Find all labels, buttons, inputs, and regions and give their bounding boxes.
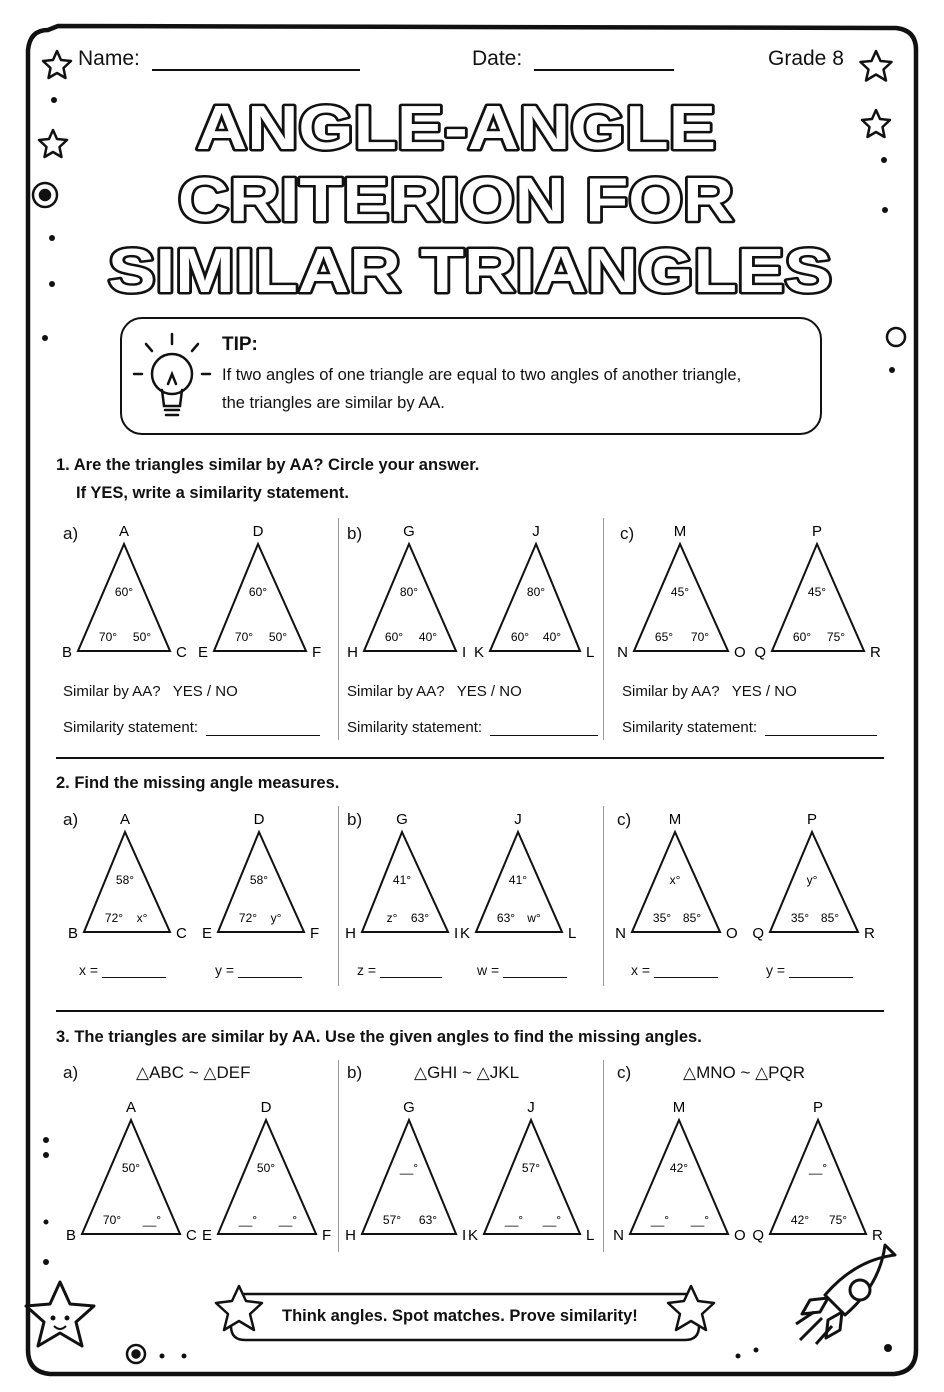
q1-0-t1-angle-label: 50° xyxy=(132,630,152,644)
q2-0-t2-angle-label: y° xyxy=(270,911,282,925)
q3-0-t2-vertex-label: F xyxy=(322,1227,332,1244)
tip-line-1: If two angles of one triangle are equal to two angles of another triangle, xyxy=(222,366,742,384)
q3c-statement: △MNO ~ △PQR xyxy=(683,1063,806,1082)
q1-part-a-label: a) xyxy=(63,524,79,543)
q3-0-t2-vertex-label: E xyxy=(201,1227,212,1244)
q2-1-t1-angle-label: 41° xyxy=(392,873,412,887)
q3-1-t2-vertex-label: L xyxy=(586,1227,595,1244)
q2-2-t1-angle-label: 35° xyxy=(652,911,672,925)
q3-1-t1-vertex-label: H xyxy=(345,1227,356,1244)
q1-0-t2-angle-label: 60° xyxy=(248,585,268,599)
q2-2-t1-vertex-label: O xyxy=(726,925,738,942)
q1-subtitle: If YES, write a similarity statement. xyxy=(76,484,349,502)
q3-0-t1-angle-label: 50° xyxy=(121,1161,141,1175)
q1-0-t1-angle-label: 60° xyxy=(114,585,134,599)
q1c-statement-row xyxy=(622,719,877,736)
q1-2-t2-angle-label: 60° xyxy=(792,630,812,644)
yes-no-choice[interactable]: YES / NO xyxy=(456,683,522,700)
q2-2-t1-angle-label: 85° xyxy=(682,911,702,925)
tip-label: TIP: xyxy=(222,334,258,355)
statement-answer-line[interactable] xyxy=(206,721,320,736)
q2-1-t1-angle-label: 63° xyxy=(410,911,430,925)
q2b-answer-z: z = xyxy=(357,962,442,978)
q3-part-a-label: a) xyxy=(63,1063,79,1082)
footer-text: Think angles. Spot matches. Prove similarity! xyxy=(282,1307,638,1325)
q2-2-t1-vertex-label: N xyxy=(615,925,626,942)
q3-1-t1-angle-label: __° xyxy=(399,1161,419,1175)
q3-1-t1-vertex-label: I xyxy=(462,1227,467,1244)
q1a-similar-row xyxy=(63,683,238,700)
q2-2-t2-vertex-label: R xyxy=(864,925,875,942)
q3-2-t2-vertex-label: R xyxy=(872,1227,883,1244)
q1-2-t1-angle-label: 65° xyxy=(654,630,674,644)
q2-1-t1-angle-label: z° xyxy=(386,911,398,925)
q3a-statement: △ABC ~ △DEF xyxy=(136,1063,251,1082)
q1-2-t1-vertex-label: M xyxy=(673,523,687,540)
q1-1-t1-angle-label: 40° xyxy=(418,630,438,644)
q1-1-t2-vertex-label: J xyxy=(532,523,540,540)
q2-2-t2-vertex-label: P xyxy=(806,811,818,828)
similar-prompt: Similar by AA? xyxy=(63,683,161,700)
q3-2-t1-angle-label: __° xyxy=(690,1213,710,1227)
q3-2-t1-angle-label: __° xyxy=(650,1213,670,1227)
q2-2-t2-angle-label: 35° xyxy=(790,911,810,925)
q2-1-t2-vertex-label: J xyxy=(514,811,522,828)
yes-no-choice[interactable]: YES / NO xyxy=(172,683,238,700)
q2b-answer-w: w = xyxy=(477,962,567,978)
statement-label: Similarity statement: xyxy=(347,719,483,736)
q3-1-t1-angle-label: 57° xyxy=(382,1213,402,1227)
similar-prompt: Similar by AA? xyxy=(347,683,445,700)
q3-1-t2-angle-label: 57° xyxy=(521,1161,541,1175)
q2-0-t2-angle-label: 72° xyxy=(238,911,258,925)
q3-0-t2-vertex-label: D xyxy=(260,1099,272,1116)
q2-0-t2-angle-label: 58° xyxy=(249,873,269,887)
statement-answer-line[interactable] xyxy=(765,721,877,736)
q1a-statement-row xyxy=(63,719,320,736)
q1-part-c-label: c) xyxy=(620,524,635,543)
q2-0-t2-vertex-label: D xyxy=(253,811,265,828)
divider xyxy=(338,1060,339,1252)
q1-0-t1-angle-label: 70° xyxy=(98,630,118,644)
q2-0-t1-vertex-label: C xyxy=(176,925,187,942)
q1-1-t2-angle-label: 60° xyxy=(510,630,530,644)
q1-1-t2-angle-label: 80° xyxy=(526,585,546,599)
q2c-answer-x: x = xyxy=(631,962,718,978)
q2-1-t2-vertex-label: K xyxy=(459,925,470,942)
divider xyxy=(338,806,339,986)
q3-0-t1-triangle xyxy=(82,1120,180,1234)
q2-1-t2-angle-label: 63° xyxy=(496,911,516,925)
q1-1-t2-vertex-label: K xyxy=(473,644,484,661)
statement-label: Similarity statement: xyxy=(622,719,758,736)
date-label: Date: xyxy=(472,47,523,70)
q1-part-b-label: b) xyxy=(347,524,363,543)
q1-title: 1. Are the triangles similar by AA? Circle your answer. xyxy=(56,456,480,474)
q3-1-t1-triangle xyxy=(362,1120,456,1234)
q3-part-c-label: c) xyxy=(617,1063,632,1082)
q3-0-t2-angle-label: __° xyxy=(278,1213,298,1227)
q2-1-t1-vertex-label: H xyxy=(345,925,356,942)
q3-1-t2-vertex-label: K xyxy=(467,1227,478,1244)
q1-2-t1-angle-label: 70° xyxy=(690,630,710,644)
q2-0-t1-vertex-label: A xyxy=(119,811,131,828)
q3-0-t1-angle-label: __° xyxy=(142,1213,162,1227)
q2-1-t2-vertex-label: L xyxy=(568,925,577,942)
name-label: Name: xyxy=(78,47,140,70)
q1-1-t1-angle-label: 60° xyxy=(384,630,404,644)
q1-0-t1-vertex-label: C xyxy=(176,644,187,661)
q1-0-t2-vertex-label: D xyxy=(252,523,264,540)
q2-2-t1-angle-label: x° xyxy=(669,873,681,887)
q3-title: 3. The triangles are similar by AA. Use the given angles to find the missing angles. xyxy=(56,1028,702,1046)
q3-2-t1-vertex-label: O xyxy=(734,1227,746,1244)
q2a-answer-x: x = xyxy=(79,962,166,978)
section-rule xyxy=(56,1010,884,1012)
q2-0-t2-vertex-label: F xyxy=(310,925,320,942)
q1b-statement-row xyxy=(347,719,598,736)
answer-line[interactable] xyxy=(380,965,442,978)
statement-label: Similarity statement: xyxy=(63,719,199,736)
q1-2-t2-angle-label: 45° xyxy=(807,585,827,599)
q1-1-t1-vertex-label: H xyxy=(347,644,358,661)
q2-part-a-label: a) xyxy=(63,810,79,829)
q3b-statement: △GHI ~ △JKL xyxy=(414,1063,520,1082)
q3-1-t2-vertex-label: J xyxy=(527,1099,535,1116)
q3-2-t2-vertex-label: P xyxy=(812,1099,824,1116)
q1-1-t2-angle-label: 40° xyxy=(542,630,562,644)
q1-2-t2-vertex-label: Q xyxy=(754,644,766,661)
tip-line-2: the triangles are similar by AA. xyxy=(222,394,445,412)
q1-0-t2-vertex-label: E xyxy=(197,644,208,661)
q2-0-t2-vertex-label: E xyxy=(201,925,212,942)
q3-0-t1-vertex-label: B xyxy=(65,1227,76,1244)
q3-0-t2-angle-label: 50° xyxy=(256,1161,276,1175)
q2-2-t1-vertex-label: M xyxy=(668,811,682,828)
q3-2-t1-triangle xyxy=(630,1120,728,1234)
q3-0-t1-vertex-label: C xyxy=(186,1227,197,1244)
yes-no-choice[interactable]: YES / NO xyxy=(731,683,797,700)
title-line-1: ANGLE-ANGLE xyxy=(196,94,716,163)
answer-line[interactable] xyxy=(789,965,853,978)
q1-0-t1-vertex-label: A xyxy=(118,523,130,540)
q3-0-t2-angle-label: __° xyxy=(238,1213,258,1227)
answer-line[interactable] xyxy=(238,965,302,978)
q2-0-t1-angle-label: 58° xyxy=(115,873,135,887)
q1-2-t1-vertex-label: N xyxy=(617,644,628,661)
q1-0-t2-angle-label: 70° xyxy=(234,630,254,644)
answer-line[interactable] xyxy=(102,965,166,978)
q2-title: 2. Find the missing angle measures. xyxy=(56,774,340,792)
q2-2-t2-angle-label: y° xyxy=(806,873,818,887)
q2-1-t2-angle-label: 41° xyxy=(508,873,528,887)
q3-2-t2-triangle xyxy=(770,1120,866,1234)
q2-0-t1-vertex-label: B xyxy=(67,925,78,942)
q1b-similar-row xyxy=(347,683,522,700)
q3-2-t2-angle-label: __° xyxy=(808,1161,828,1175)
grade-label: Grade 8 xyxy=(768,47,844,70)
q3-1-t2-angle-label: __° xyxy=(542,1213,562,1227)
title-line-2: CRITERION FOR xyxy=(178,166,734,235)
q1-0-t2-angle-label: 50° xyxy=(268,630,288,644)
q2-0-t1-angle-label: 72° xyxy=(104,911,124,925)
q3-2-t1-vertex-label: N xyxy=(613,1227,624,1244)
q1-2-t2-vertex-label: R xyxy=(870,644,881,661)
q3-0-t1-angle-label: 70° xyxy=(102,1213,122,1227)
q2-part-c-label: c) xyxy=(617,810,632,829)
divider xyxy=(603,806,604,986)
q3-2-t1-angle-label: 42° xyxy=(669,1161,689,1175)
q1-0-t2-vertex-label: F xyxy=(312,644,322,661)
q1-1-t1-angle-label: 80° xyxy=(399,585,419,599)
q1-2-t1-vertex-label: O xyxy=(734,644,746,661)
q3-0-t1-vertex-label: A xyxy=(125,1099,137,1116)
q2-2-t2-angle-label: 85° xyxy=(820,911,840,925)
answer-line[interactable] xyxy=(503,965,567,978)
q2-2-t2-vertex-label: Q xyxy=(752,925,764,942)
q1-0-t1-vertex-label: B xyxy=(61,644,72,661)
q3-2-t2-vertex-label: Q xyxy=(752,1227,764,1244)
q3-1-t2-triangle xyxy=(484,1120,580,1234)
answer-line[interactable] xyxy=(654,965,718,978)
q1c-similar-row xyxy=(622,683,797,700)
q2-part-b-label: b) xyxy=(347,810,363,829)
q1-2-t2-vertex-label: P xyxy=(811,523,823,540)
q1-2-t1-angle-label: 45° xyxy=(670,585,690,599)
divider xyxy=(603,1060,604,1252)
q1-1-t2-vertex-label: L xyxy=(586,644,595,661)
q2a-answer-y: y = xyxy=(215,962,302,978)
q1-1-t1-vertex-label: G xyxy=(403,523,415,540)
q3-0-t2-triangle xyxy=(218,1120,316,1234)
title-line-3: SIMILAR TRIANGLES xyxy=(108,237,832,305)
q3-2-t2-angle-label: 75° xyxy=(828,1213,848,1227)
q3-1-t1-angle-label: 63° xyxy=(418,1213,438,1227)
q1-2-t2-angle-label: 75° xyxy=(826,630,846,644)
q2-1-t2-angle-label: w° xyxy=(527,911,541,925)
q3-1-t2-angle-label: __° xyxy=(504,1213,524,1227)
q3-1-t1-vertex-label: G xyxy=(403,1099,415,1116)
similar-prompt: Similar by AA? xyxy=(622,683,720,700)
q3-part-b-label: b) xyxy=(347,1063,363,1082)
q2c-answer-y: y = xyxy=(766,962,853,978)
q3-2-t2-angle-label: 42° xyxy=(790,1213,810,1227)
q2-0-t1-angle-label: x° xyxy=(136,911,148,925)
q2-1-t1-vertex-label: I xyxy=(454,925,459,942)
statement-answer-line[interactable] xyxy=(490,721,598,736)
q3-2-t1-vertex-label: M xyxy=(672,1099,686,1116)
section-rule xyxy=(56,757,884,759)
q2-1-t1-vertex-label: G xyxy=(396,811,408,828)
q1-1-t1-vertex-label: I xyxy=(462,644,467,661)
